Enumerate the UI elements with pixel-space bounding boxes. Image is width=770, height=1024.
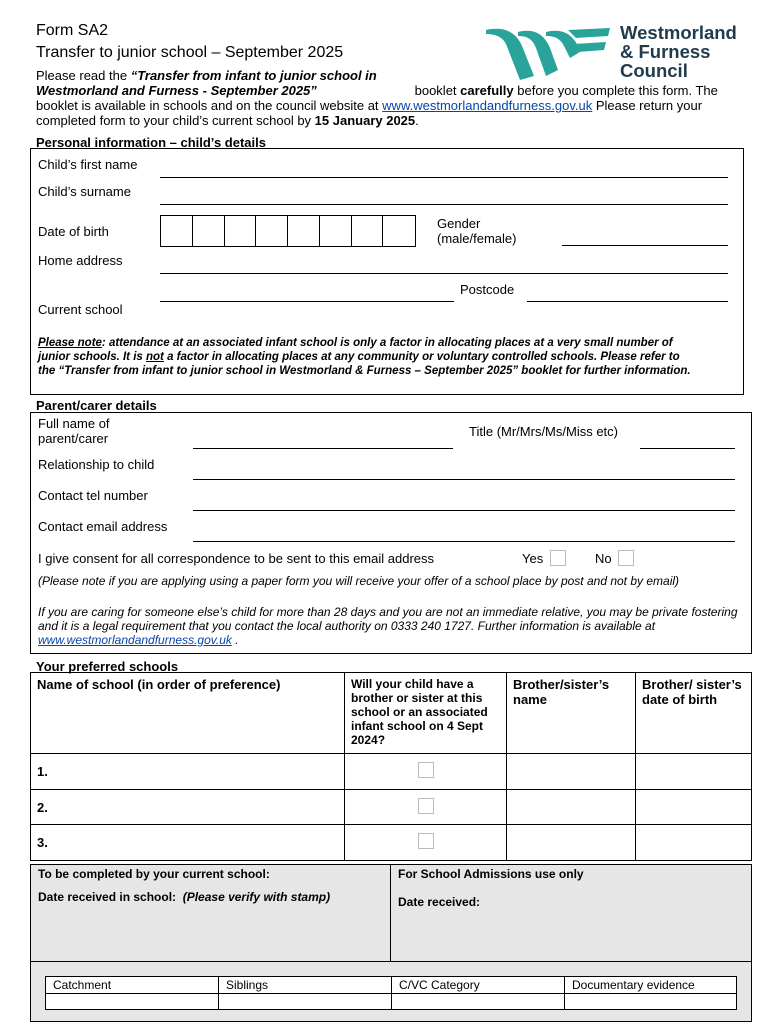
parent-details-heading: Parent/carer details bbox=[36, 398, 157, 413]
parent-name-field[interactable] bbox=[193, 448, 453, 449]
sibling-checkbox-1[interactable] bbox=[418, 762, 434, 778]
address-label: Home address bbox=[38, 253, 123, 268]
relationship-label: Relationship to child bbox=[38, 457, 155, 472]
col-sibling-name: Brother/sister’s name bbox=[507, 673, 636, 754]
sibling-name-3[interactable] bbox=[507, 825, 636, 861]
first-name-field[interactable] bbox=[160, 177, 728, 178]
email-field[interactable] bbox=[193, 541, 735, 542]
catchment-header: Catchment bbox=[46, 977, 219, 994]
private-fostering-note: If you are caring for someone else’s child for more than 28 days and you are not an immediate relative, you may be private fostering and it is a legal requirement that you contact the local authority on 0333 240 1727. Further information is available at www.westmorlandandfurness.gov.uk . bbox=[38, 605, 738, 647]
fostering-info-link[interactable]: www.westmorlandandfurness.gov.uk bbox=[38, 633, 232, 647]
documentary-evidence-header: Documentary evidence bbox=[565, 977, 737, 994]
council-logo-icon bbox=[484, 24, 614, 82]
catchment-cell[interactable] bbox=[46, 994, 219, 1010]
address-field[interactable] bbox=[160, 273, 728, 274]
sibling-dob-2[interactable] bbox=[636, 790, 752, 825]
postcode-field[interactable] bbox=[527, 301, 728, 302]
sibling-checkbox-2[interactable] bbox=[418, 798, 434, 814]
postcode-label: Postcode bbox=[460, 282, 515, 297]
office-divider-v bbox=[390, 864, 391, 962]
email-label: Contact email address bbox=[38, 519, 168, 534]
parent-title-label: Title (Mr/Mrs/Ms/Miss etc) bbox=[469, 424, 618, 439]
col-sibling-question: Will your child have a brother or sister at this school or an associated infant school on 4 Sept 2024? bbox=[345, 673, 507, 754]
consent-no-checkbox[interactable] bbox=[618, 550, 634, 566]
council-logo: Westmorland & Furness Council bbox=[484, 22, 744, 84]
consent-no-label: No bbox=[595, 551, 612, 566]
school-pref-1[interactable]: 1. bbox=[31, 754, 345, 790]
table-row bbox=[31, 754, 752, 790]
documentary-evidence-cell[interactable] bbox=[565, 994, 737, 1010]
school-pref-3[interactable]: 3. bbox=[31, 825, 345, 861]
consent-yes-label: Yes bbox=[522, 551, 544, 566]
consent-yes-checkbox[interactable] bbox=[550, 550, 566, 566]
col-sibling-dob: Brother/ sister’s date of birth bbox=[636, 673, 752, 754]
dob-field[interactable] bbox=[160, 215, 416, 247]
form-code: Form SA2 bbox=[36, 22, 109, 39]
sibling-name-2[interactable] bbox=[507, 790, 636, 825]
intro-paragraph: Please read the “Transfer from infant to junior school in Westmorland and Furness - September 2025” booklet carefully before you complete this form. The booklet is available in schools and on the council website at www.westmorlandandfurness.gov.uk Please return your completed form to your child’s current school by 15 January 2025. bbox=[36, 68, 718, 128]
sibling-checkbox-3[interactable] bbox=[418, 833, 434, 849]
council-website-link[interactable]: www.westmorlandandfurness.gov.uk bbox=[382, 98, 593, 113]
address-field-2[interactable] bbox=[160, 301, 454, 302]
parent-title-field[interactable] bbox=[640, 448, 735, 449]
office-divider-h bbox=[30, 961, 752, 962]
school-completion-heading: To be completed by your current school: bbox=[38, 867, 270, 881]
surname-label: Child’s surname bbox=[38, 184, 131, 199]
cvc-category-cell[interactable] bbox=[392, 994, 565, 1010]
tel-label: Contact tel number bbox=[38, 488, 148, 503]
date-received-school-label: Date received in school: (Please verify with stamp) bbox=[38, 890, 331, 904]
gender-label: Gender (male/female) bbox=[437, 216, 517, 246]
paper-form-note: (Please note if you are applying using a paper form you will receive your offer of a school place by post and not by email) bbox=[38, 574, 680, 588]
sibling-dob-1[interactable] bbox=[636, 754, 752, 790]
admissions-date-received-label: Date received: bbox=[398, 895, 481, 909]
sibling-dob-3[interactable] bbox=[636, 825, 752, 861]
form-subtitle: Transfer to junior school – September 2025 bbox=[36, 44, 344, 61]
preferred-schools-heading: Your preferred schools bbox=[36, 659, 179, 674]
dob-label: Date of birth bbox=[38, 224, 109, 239]
tel-field[interactable] bbox=[193, 510, 735, 511]
cvc-category-header: C/VC Category bbox=[392, 977, 565, 994]
admissions-category-table bbox=[45, 976, 737, 1010]
admissions-heading: For School Admissions use only bbox=[398, 867, 584, 881]
infant-school-note: Please note: attendance at an associated infant school is only a factor in allocating places at a very small number of junior schools. It is not a factor in allocating places at any community or voluntary controlled schools. Please refer to the “Transfer from infant to junior school in Westmorland & Furness – September 2025” booklet for further information. bbox=[38, 337, 691, 377]
current-school-label: Current school bbox=[38, 302, 123, 317]
relationship-field[interactable] bbox=[193, 479, 735, 480]
table-row bbox=[31, 825, 752, 861]
sibling-name-1[interactable] bbox=[507, 754, 636, 790]
gender-field[interactable] bbox=[562, 245, 728, 246]
preferred-schools-table bbox=[30, 672, 752, 861]
col-school-name: Name of school (in order of preference) bbox=[31, 673, 345, 754]
surname-field[interactable] bbox=[160, 204, 728, 205]
personal-info-heading: Personal information – child’s details bbox=[36, 135, 266, 150]
email-consent-label: I give consent for all correspondence to be sent to this email address bbox=[38, 551, 434, 566]
siblings-header: Siblings bbox=[219, 977, 392, 994]
school-pref-2[interactable]: 2. bbox=[31, 790, 345, 825]
first-name-label: Child’s first name bbox=[38, 157, 138, 172]
parent-name-label: Full name of parent/carer bbox=[38, 416, 110, 446]
siblings-cell[interactable] bbox=[219, 994, 392, 1010]
table-row bbox=[31, 790, 752, 825]
